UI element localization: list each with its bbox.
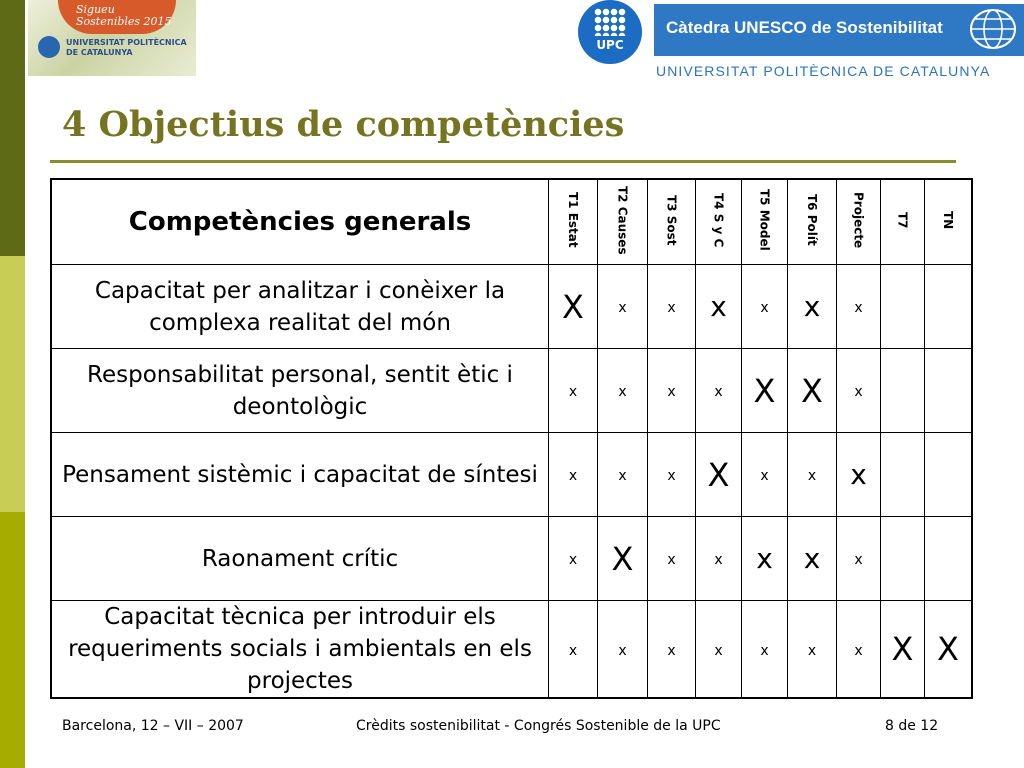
catedra-title: Càtedra UNESCO de Sostenibilitat [666, 18, 943, 37]
competency-mark: X [937, 630, 959, 668]
mark-cell [742, 433, 788, 517]
footer-event: Crèdits sostenibilitat - Congrés Sostenible de la UPC [356, 718, 721, 734]
competency-mark: x [714, 552, 723, 568]
mark-cell [598, 601, 648, 699]
competency-mark: x [667, 468, 676, 484]
mark-cell [598, 265, 648, 349]
mark-cell [598, 517, 648, 601]
mark-cell [696, 433, 742, 517]
competency-mark: X [801, 371, 823, 410]
upc-logo-label: UPC [596, 38, 624, 52]
competency-mark: x [807, 468, 817, 484]
competency-mark: X [753, 371, 776, 410]
competency-mark: x [803, 289, 821, 323]
competency-mark: x [667, 384, 676, 400]
column-header-t4: T4 S y C [696, 179, 742, 265]
catedra-unesco-banner [654, 4, 1024, 56]
table-row [51, 601, 972, 699]
mark-cell [648, 349, 696, 433]
competency-mark: x [618, 468, 627, 484]
mark-cell [549, 265, 598, 349]
competency-mark: x [854, 552, 863, 568]
mark-cell [696, 265, 742, 349]
mark-cell [837, 601, 881, 699]
sigueu-sostenibles-logo [28, 0, 196, 76]
competency-label: Raonament crític [51, 517, 549, 601]
mark-cell [881, 517, 925, 601]
competency-label: Capacitat per analitzar i conèixer la complexa realitat del món [51, 265, 549, 349]
competency-mark: x [854, 300, 863, 316]
mark-cell [837, 349, 881, 433]
column-header-t2: T2 Causes [598, 179, 648, 265]
column-header-t5: T5 Model [742, 179, 788, 265]
mark-cell [788, 601, 837, 699]
mark-cell [925, 265, 973, 349]
mark-cell [549, 433, 598, 517]
side-strip-bottom [0, 512, 25, 768]
competency-mark: x [854, 384, 863, 400]
footer-location-date: Barcelona, 12 – VII – 2007 [62, 718, 244, 734]
column-header-t3: T3 Sost [648, 179, 696, 265]
competency-mark: x [854, 642, 863, 659]
competencies-table [50, 178, 973, 699]
mark-cell [788, 265, 837, 349]
mark-cell [598, 433, 648, 517]
competency-mark: x [667, 300, 676, 316]
competency-mark: x [756, 541, 773, 575]
mark-cell [788, 349, 837, 433]
competency-mark: x [760, 468, 769, 484]
mark-cell [837, 517, 881, 601]
mark-cell [788, 517, 837, 601]
competency-mark: x [568, 468, 578, 484]
competency-mark: x [714, 384, 723, 400]
sigueu-university-text: UNIVERSITAT POLITÈCNICA DE CATALUNYA [66, 38, 187, 57]
column-header-t7: T7 [881, 179, 925, 265]
competency-mark: X [707, 455, 730, 494]
mark-cell [742, 601, 788, 699]
mark-cell [648, 433, 696, 517]
competency-mark: x [667, 642, 676, 659]
mark-cell [648, 517, 696, 601]
mark-cell [742, 349, 788, 433]
competency-mark: x [667, 552, 676, 568]
table-row [51, 265, 972, 349]
competency-mark: x [714, 642, 723, 659]
table-row [51, 433, 972, 517]
mark-cell [648, 265, 696, 349]
upc-dots-icon [594, 8, 626, 36]
side-strip-middle [0, 256, 25, 512]
competency-mark: x [618, 642, 627, 659]
competency-mark: X [562, 287, 584, 326]
title-underline [50, 160, 956, 163]
mark-cell [648, 601, 696, 699]
mark-cell [696, 601, 742, 699]
mark-cell [788, 433, 837, 517]
mark-cell [925, 433, 973, 517]
column-header-tn: TN [925, 179, 973, 265]
mini-upc-icon [38, 36, 60, 58]
mark-cell [881, 601, 925, 699]
mark-cell [881, 265, 925, 349]
competency-mark: x [618, 300, 627, 316]
globe-icon [968, 7, 1018, 51]
mark-cell [881, 349, 925, 433]
page-title: 4 Objectius de competències [62, 104, 625, 145]
competency-mark: x [568, 552, 578, 568]
mark-cell [549, 601, 598, 699]
column-header-competencies: Competències generals [51, 179, 549, 265]
footer-page-number: 8 de 12 [885, 718, 939, 734]
competency-mark: x [850, 457, 867, 491]
mark-cell [742, 517, 788, 601]
mark-cell [925, 517, 973, 601]
side-strip-top [0, 0, 25, 256]
upc-logo [578, 0, 642, 64]
mark-cell [742, 265, 788, 349]
mark-cell [549, 349, 598, 433]
mark-cell [696, 517, 742, 601]
mark-cell [598, 349, 648, 433]
sigueu-logo-text: Sigueu Sostenibles 2015 [76, 3, 172, 28]
mark-cell [696, 349, 742, 433]
competency-mark: X [611, 539, 634, 578]
competency-mark: x [760, 300, 769, 316]
competency-mark: x [803, 541, 821, 575]
mark-cell [837, 265, 881, 349]
column-header-t1: T1 Estat [549, 179, 598, 265]
competency-mark: x [807, 642, 817, 659]
column-header-t6: T6 Polít [788, 179, 837, 265]
mark-cell [881, 433, 925, 517]
competency-label: Pensament sistèmic i capacitat de síntesi [51, 433, 549, 517]
competency-mark: x [568, 642, 578, 659]
university-full-name: UNIVERSITAT POLITÈCNICA DE CATALUNYA [656, 63, 991, 79]
competency-mark: x [618, 384, 627, 400]
column-header-projecte: Projecte [837, 179, 881, 265]
table-header-row [51, 179, 972, 265]
table-row [51, 349, 972, 433]
competency-label: Capacitat tècnica per introduir els requeriments socials i ambientals en els projectes [51, 601, 549, 699]
mark-cell [925, 349, 973, 433]
table-row [51, 517, 972, 601]
competency-mark: x [568, 384, 578, 400]
mark-cell [925, 601, 973, 699]
competency-mark: X [891, 630, 914, 668]
competency-mark: x [710, 289, 727, 323]
competency-label: Responsabilitat personal, sentit ètic i deontològic [51, 349, 549, 433]
mark-cell [837, 433, 881, 517]
mark-cell [549, 517, 598, 601]
competency-mark: x [760, 642, 769, 659]
